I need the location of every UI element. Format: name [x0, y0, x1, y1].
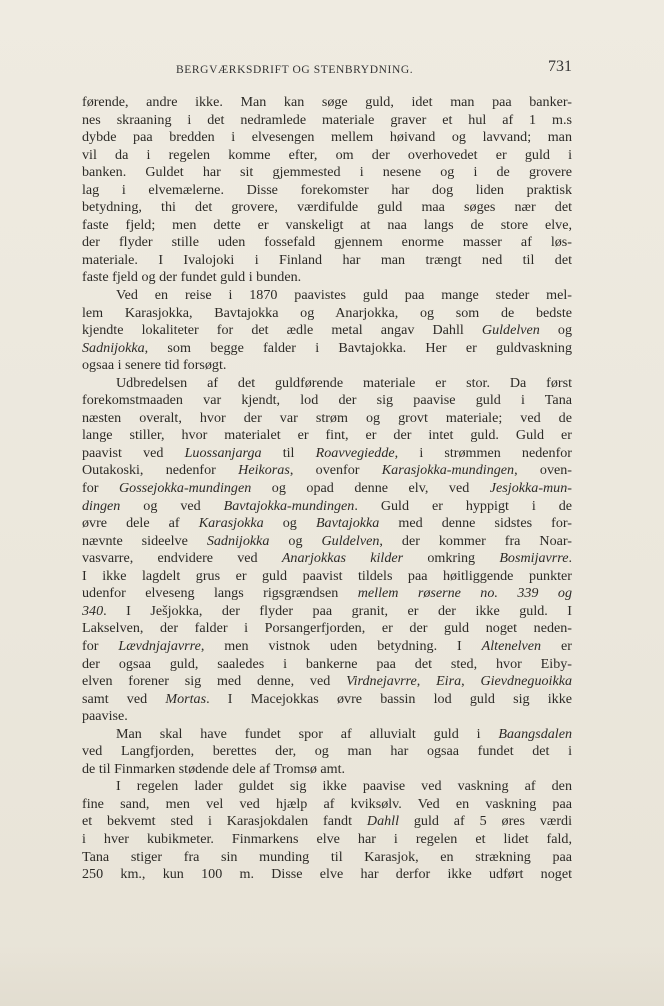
- text-segment: , i strømmen nedenfor: [394, 444, 572, 461]
- italic-place-name: Bavtajokka: [315, 515, 380, 532]
- text-line: [82, 638, 572, 656]
- text-line: [82, 217, 572, 235]
- text-segment: guld af 5 øres værdi: [399, 813, 572, 830]
- text-line: [82, 498, 572, 516]
- text-segment: ,: [416, 673, 437, 690]
- text-segment: . Guld er hyppigt i de: [354, 497, 572, 514]
- text-line: [82, 480, 572, 498]
- text-line: [82, 603, 572, 621]
- text-line: [82, 726, 572, 744]
- text-segment: materiale. I Ivalojoki i Finland har man trængt ned til det: [82, 251, 572, 268]
- text-segment: der flyder stille uden fossefald gjennem enorme masser af løs-: [82, 234, 572, 251]
- text-segment: lange stiller, hvor materialet er fint, er der intet guld. Guld er: [82, 427, 572, 444]
- text-line: [82, 691, 572, 709]
- text-line: [82, 550, 572, 568]
- italic-place-name: Karasjokka-mundingen: [381, 462, 515, 479]
- text-line: [82, 129, 572, 147]
- text-segment: fine sand, men vel ved hjælp af kviksølv. Ved en vaskning paa: [82, 795, 572, 812]
- text-segment: Lakselven, der falder i Porsangerfjorden, er der guld noget neden-: [82, 620, 572, 637]
- text-segment: og: [263, 515, 316, 532]
- text-line: [82, 708, 572, 726]
- text-segment: , som begge falder i Bavtajokka. Her er guldvaskning: [144, 339, 572, 356]
- italic-place-name: Karasjokka: [198, 515, 264, 532]
- italic-place-name: Bavtajokka-mundingen: [223, 497, 355, 514]
- italic-place-name: dingen: [82, 497, 121, 514]
- text-segment: og: [539, 322, 572, 339]
- italic-place-name: Jesjokka-mun-: [489, 480, 572, 497]
- text-segment: vil da i regelen komme efter, om der overhovedet er guld i: [82, 146, 572, 163]
- text-line: [82, 182, 572, 200]
- text-line: [82, 743, 572, 761]
- italic-place-name: 340: [82, 602, 104, 619]
- italic-place-name: Guldelven: [481, 322, 540, 339]
- text-line: [82, 656, 572, 674]
- italic-place-name: Heikoras: [238, 462, 290, 479]
- text-line: [82, 392, 572, 410]
- text-line: [82, 796, 572, 814]
- text-segment: , men vistnok uden betydning. I: [200, 637, 482, 654]
- text-line: [82, 234, 572, 252]
- text-line: [82, 199, 572, 217]
- text-segment: for: [82, 637, 119, 654]
- text-segment: for: [82, 480, 119, 497]
- italic-place-name: Bosmijavrre: [499, 550, 569, 567]
- text-line: [82, 322, 572, 340]
- text-line: [82, 866, 572, 884]
- italic-place-name: Eira: [436, 673, 462, 690]
- text-segment: elven forener sig med denne, ved: [82, 673, 347, 690]
- text-line: [82, 287, 572, 305]
- text-line: [82, 410, 572, 428]
- text-segment: ,: [461, 673, 481, 690]
- text-segment: I ikke lagdelt grus er guld paavist tildels paa høitliggende punkter: [82, 567, 572, 584]
- text-line: [82, 340, 572, 358]
- text-segment: paavist ved: [82, 444, 185, 461]
- text-line: [82, 112, 572, 130]
- text-segment: , oven-: [514, 462, 572, 479]
- text-segment: og ved: [120, 497, 224, 514]
- text-line: [82, 147, 572, 165]
- text-segment: de til Finmarken stødende dele af Tromsø amt.: [82, 760, 346, 777]
- text-line: [82, 445, 572, 463]
- text-segment: Outakoski, nedenfor: [82, 462, 239, 479]
- text-segment: er: [541, 637, 572, 654]
- text-line: [82, 164, 572, 182]
- text-line: [82, 673, 572, 691]
- italic-place-name: Mortas: [165, 690, 207, 707]
- text-segment: til: [261, 444, 316, 461]
- text-segment: ved Langfjorden, berettes der, og man har ogsaa fundet det i: [82, 743, 572, 760]
- text-segment: øvre dele af: [82, 515, 199, 532]
- text-segment: der ogsaa guld, saaledes i bankerne paa det sted, hvor Eiby-: [82, 655, 572, 672]
- text-segment: samt ved: [82, 690, 166, 707]
- italic-place-name: Gievdneguoikka: [480, 673, 572, 690]
- text-segment: faste fjeld og der fundet guld i bunden.: [82, 269, 302, 286]
- text-line: [82, 252, 572, 270]
- text-segment: Man skal have fundet spor af alluvialt guld i: [116, 725, 499, 742]
- page-edge-shading: [0, 946, 664, 1006]
- italic-place-name: Altenelven: [481, 637, 542, 654]
- text-segment: førende, andre ikke. Man kan søge guld, idet man paa banker-: [82, 94, 572, 110]
- italic-place-name: Luossanjarga: [184, 444, 262, 461]
- text-line: [82, 813, 572, 831]
- italic-place-name: Sadnijokka: [82, 339, 145, 356]
- italic-place-name: Lævdnjajavrre: [118, 637, 201, 654]
- italic-place-name: Sadnijokka: [206, 532, 270, 549]
- text-segment: paavise.: [82, 708, 128, 725]
- text-line: [82, 585, 572, 603]
- text-segment: .: [568, 550, 572, 567]
- text-line: [82, 357, 572, 375]
- text-line: [82, 849, 572, 867]
- text-line: [82, 533, 572, 551]
- text-segment: . I Macejokkas øvre bassin lod guld sig ikke: [206, 690, 572, 707]
- italic-place-name: Roavvegiedde: [315, 444, 395, 461]
- text-line: [82, 515, 572, 533]
- text-segment: Udbredelsen af det guldførende materiale er stor. Da først: [116, 374, 572, 391]
- text-line: [82, 761, 572, 779]
- text-segment: I regelen lader guldet sig ikke paavise ved vaskning af den: [116, 778, 572, 795]
- page-number: 731: [548, 58, 572, 75]
- text-segment: næsten overalt, hvor der var strøm og grovt materiale; ved de: [82, 409, 572, 426]
- text-segment: kjendte lokaliteter for det ædle metal angav Dahll: [82, 322, 482, 339]
- text-line: [82, 831, 572, 849]
- text-segment: og opad denne elv, ved: [251, 480, 490, 497]
- text-segment: udenfor elveseng langs rigsgrændsen: [82, 585, 358, 602]
- text-segment: lag i elvemælerne. Disse forekomster har dog liden praktisk: [82, 181, 572, 198]
- italic-place-name: mellem røserne no. 339 og: [357, 585, 572, 602]
- text-segment: , der kommer fra Noar-: [379, 532, 572, 549]
- text-segment: betydning, thi det grovere, værdifulde guld maa søges nær det: [82, 199, 572, 216]
- text-line: [82, 305, 572, 323]
- text-line: [82, 269, 572, 287]
- text-segment: med denne sidstes for-: [379, 515, 572, 532]
- italic-place-name: Baangsdalen: [498, 725, 572, 742]
- running-head: BERGVÆRKSDRIFT OG STENBRYDNING.: [176, 64, 414, 76]
- text-segment: i hver kubikmeter. Finmarkens elve har i regelen et lidet fald,: [82, 830, 572, 847]
- text-segment: 250 km., kun 100 m. Disse elve har derfor ikke udført noget: [82, 866, 572, 883]
- text-segment: . I Ješjokka, der flyder paa granit, er der ikke guld. I: [103, 602, 572, 619]
- text-segment: omkring: [403, 550, 500, 567]
- text-line: [82, 427, 572, 445]
- text-segment: Ved en reise i 1870 paavistes guld paa mange steder mel-: [116, 287, 572, 304]
- italic-place-name: Dahll: [366, 813, 399, 830]
- text-segment: banken. Guldet har sit gjemmested i nesene og i de grovere: [82, 164, 572, 181]
- page-header: [76, 58, 572, 82]
- text-segment: et bekvemt sted i Karasjokdalen fandt: [82, 813, 367, 830]
- text-line: [82, 620, 572, 638]
- italic-place-name: Anarjokkas kilder: [281, 550, 404, 567]
- text-segment: nes skraaning i det nedramlede materiale graver et hul af 1 m.s: [82, 111, 572, 128]
- italic-place-name: Gossejokka-mundingen: [118, 480, 252, 497]
- italic-place-name: Guldelven: [321, 532, 380, 549]
- text-line: [82, 375, 572, 393]
- text-line: [82, 94, 572, 112]
- text-segment: ogsaa i senere tid forsøgt.: [82, 357, 227, 374]
- text-segment: og: [269, 532, 322, 549]
- text-segment: nævnte sideelve: [82, 532, 207, 549]
- text-line: [82, 778, 572, 796]
- body-text: [82, 94, 572, 884]
- text-segment: dybde paa bredden i elvesengen mellem høivand og lavvand; man: [82, 129, 572, 146]
- text-line: [82, 462, 572, 480]
- text-segment: , ovenfor: [289, 462, 382, 479]
- italic-place-name: Virdnejavrre: [346, 673, 417, 690]
- text-segment: forekomstmaaden var kjendt, lod der sig paavise guld i Tana: [82, 392, 572, 409]
- text-line: [82, 568, 572, 586]
- text-segment: lem Karasjokka, Bavtajokka og Anarjokka, og som de bedste: [82, 304, 572, 321]
- text-segment: faste fjeld; men dette er vanskeligt at naa langs de store elve,: [82, 216, 572, 233]
- text-segment: Tana stiger fra sin munding til Karasjok, en strækning paa: [82, 848, 572, 865]
- text-segment: vasvarre, endvidere ved: [82, 550, 282, 567]
